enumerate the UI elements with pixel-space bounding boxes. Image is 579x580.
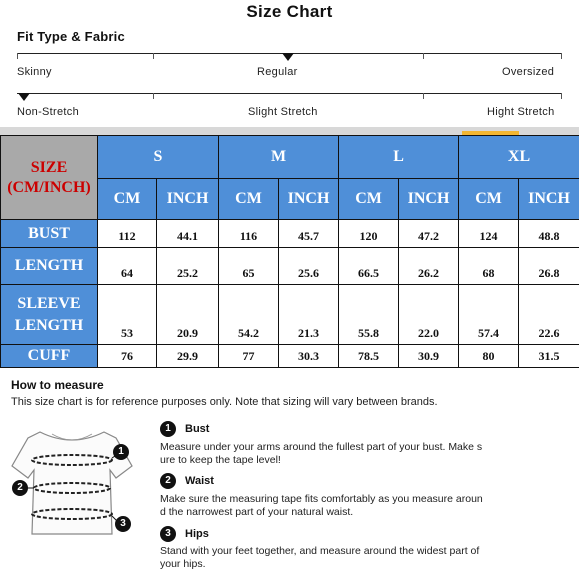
- size-header-m: M: [219, 136, 339, 179]
- row-label: BUST: [1, 220, 98, 248]
- fit-scale-tick: [153, 53, 154, 59]
- hips-title: Hips: [185, 528, 209, 540]
- stretch-scale-tick: [561, 93, 562, 99]
- unit-header-inch: INCH: [279, 179, 339, 220]
- page-title: Size Chart: [246, 2, 333, 21]
- diagram-badge-1: 1: [113, 444, 129, 460]
- table-cell: 116: [219, 220, 279, 248]
- table-cell: 31.5: [519, 345, 579, 368]
- table-cell: 20.9: [157, 285, 219, 345]
- table-cell: 22.0: [399, 285, 459, 345]
- diagram-badge-2: 2: [12, 480, 28, 496]
- hips-description-line: your hips.: [160, 558, 206, 570]
- stretch-scale-tick: [153, 93, 154, 99]
- diagram-badge-3: 3: [115, 516, 131, 532]
- size-header-l: L: [339, 136, 459, 179]
- waist-description: [160, 493, 528, 519]
- table-cell: 78.5: [339, 345, 399, 368]
- stretch-scale-line: [17, 93, 562, 94]
- table-cell: 64: [98, 248, 157, 285]
- table-cell: 76: [98, 345, 157, 368]
- fit-scale-tick: [423, 53, 424, 59]
- table-row: [1, 285, 579, 345]
- table-cell: 45.7: [279, 220, 339, 248]
- table-cell: 124: [459, 220, 519, 248]
- stretch-scale-tick: [423, 93, 424, 99]
- table-cell: 22.6: [519, 285, 579, 345]
- table-cell: 21.3: [279, 285, 339, 345]
- size-table: [0, 135, 579, 368]
- table-cell: 44.1: [157, 220, 219, 248]
- fit-label-oversized: Oversized: [502, 66, 555, 78]
- table-row: [1, 248, 579, 285]
- table-cell: 57.4: [459, 285, 519, 345]
- waist-number-badge: 2: [160, 473, 176, 489]
- table-cell: 48.8: [519, 220, 579, 248]
- table-cell: 25.2: [157, 248, 219, 285]
- row-label: LENGTH: [1, 248, 98, 285]
- table-cell: 47.2: [399, 220, 459, 248]
- stretch-label-high: Hight Stretch: [487, 106, 555, 118]
- waist-title: Waist: [185, 475, 214, 487]
- bust-description-line: Measure under your arms around the fullest part of your bust. Make s: [160, 441, 483, 453]
- table-cell: 26.8: [519, 248, 579, 285]
- table-cell: 65: [219, 248, 279, 285]
- size-unit-corner: SIZE (CM/INCH): [1, 136, 98, 220]
- unit-header-cm: CM: [339, 179, 399, 220]
- table-cell: 55.8: [339, 285, 399, 345]
- table-cell: 112: [98, 220, 157, 248]
- fit-label-skinny: Skinny: [17, 66, 52, 78]
- table-cell: 25.6: [279, 248, 339, 285]
- size-header-xl: XL: [459, 136, 579, 179]
- table-cell: 53: [98, 285, 157, 345]
- howto-title: How to measure: [11, 378, 104, 392]
- hips-number-badge: 3: [160, 526, 176, 542]
- table-cell: 54.2: [219, 285, 279, 345]
- hips-description: [160, 545, 528, 571]
- fit-scale-tick: [17, 53, 18, 59]
- unit-header-inch: INCH: [157, 179, 219, 220]
- unit-header-cm: CM: [98, 179, 157, 220]
- fit-label-regular: Regular: [257, 66, 298, 78]
- bust-number-badge: 1: [160, 421, 176, 437]
- waist-description-line: Make sure the measuring tape fits comfortably as you measure aroun: [160, 493, 483, 505]
- row-label: CUFF: [1, 345, 98, 368]
- table-cell: 68: [459, 248, 519, 285]
- fit-scale-tick: [561, 53, 562, 59]
- stretch-label-slight: Slight Stretch: [248, 106, 318, 118]
- hips-description-line: Stand with your feet together, and measure around the widest part of: [160, 545, 480, 557]
- table-cell: 29.9: [157, 345, 219, 368]
- table-cell: 30.3: [279, 345, 339, 368]
- table-cell: 66.5: [339, 248, 399, 285]
- stretch-label-non: Non-Stretch: [17, 106, 79, 118]
- table-cell: 80: [459, 345, 519, 368]
- howto-note: This size chart is for reference purposes only. Note that sizing will vary between brands.: [11, 396, 438, 408]
- unit-header-inch: INCH: [399, 179, 459, 220]
- unit-header-inch: INCH: [519, 179, 579, 220]
- fit-section-title: Fit Type & Fabric: [17, 29, 125, 44]
- table-row: [1, 345, 579, 368]
- triangle-down-icon: [18, 93, 30, 101]
- triangle-down-icon: [282, 53, 294, 61]
- bust-description: [160, 441, 528, 467]
- waist-description-line: d the narrowest part of your natural waist.: [160, 506, 354, 518]
- unit-header-cm: CM: [459, 179, 519, 220]
- table-cell: 26.2: [399, 248, 459, 285]
- table-cell: 30.9: [399, 345, 459, 368]
- bust-title: Bust: [185, 423, 210, 435]
- table-cell: 77: [219, 345, 279, 368]
- unit-header-cm: CM: [219, 179, 279, 220]
- row-label: SLEEVE LENGTH: [1, 285, 98, 345]
- table-cell: 120: [339, 220, 399, 248]
- table-row: [1, 220, 579, 248]
- bust-description-line: ure to keep the tape level!: [160, 454, 281, 466]
- size-header-s: S: [98, 136, 219, 179]
